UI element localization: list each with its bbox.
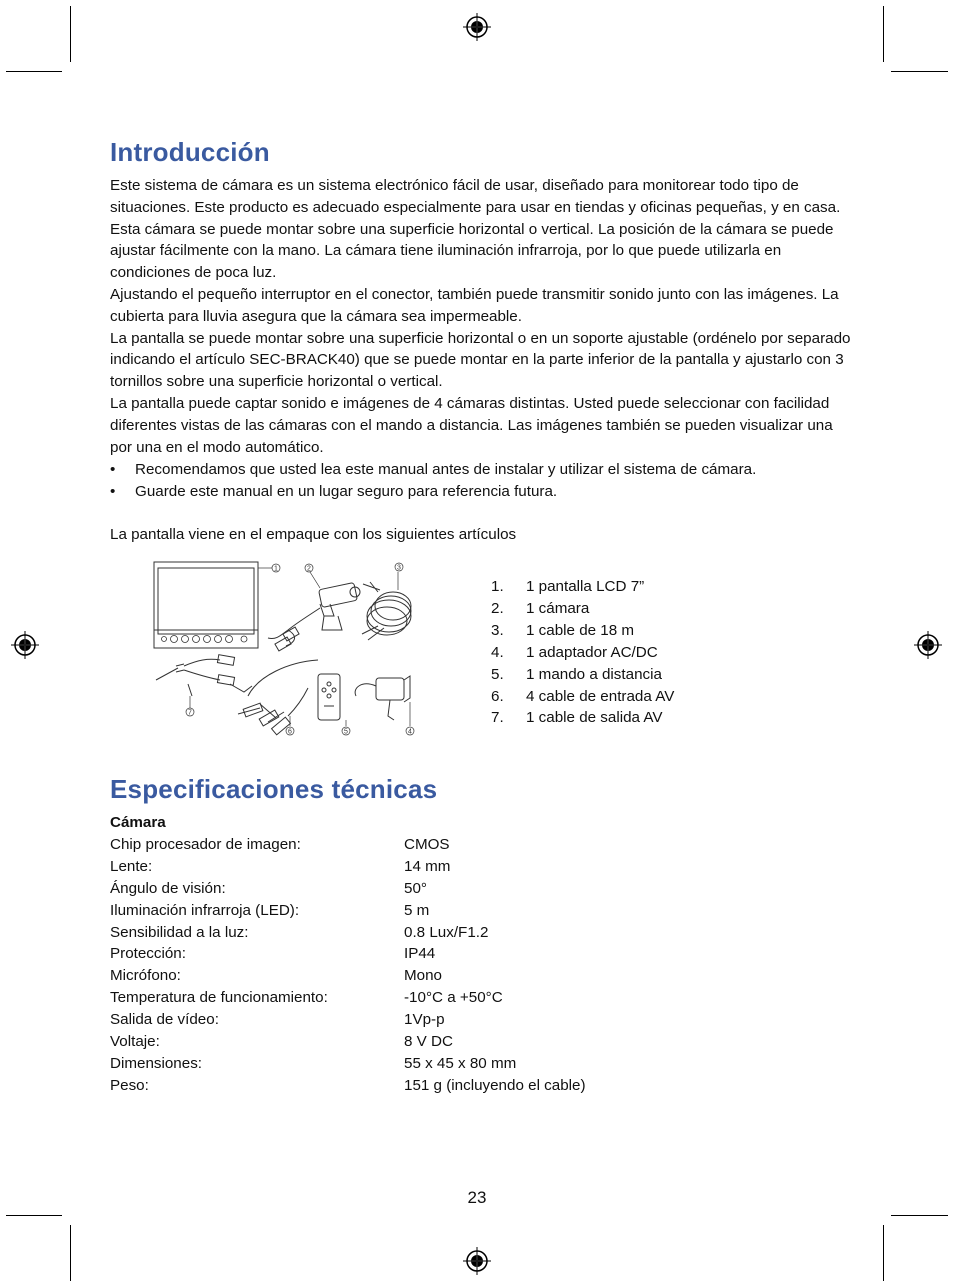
callout-label: 1 [274,565,278,573]
av-input-cable-illustration [230,660,318,735]
item-text: 4 cable de entrada AV [526,687,675,705]
spec-label: Temperatura de funcionamiento: [110,989,328,1007]
list-item [491,576,674,598]
item-number: 6. [491,687,504,705]
crop-mark [883,1225,884,1281]
spec-value: 8 V DC [404,1033,453,1051]
spec-value: 55 x 45 x 80 mm [404,1054,517,1072]
table-row [110,943,586,965]
item-number: 3. [491,621,504,639]
crop-mark [70,1225,71,1281]
package-intro: La pantalla viene en el empaque con los siguientes artículos [110,526,517,543]
spec-label: Micrófono: [110,967,181,985]
callout-label: 5 [344,728,348,736]
intro-body [110,175,855,458]
table-row [110,1075,586,1097]
bullet-text: Recomendamos que usted lea este manual antes de instalar y utilizar el sistema de cámara. [135,461,757,478]
list-item [491,707,674,729]
intro-paragraph: La pantalla puede captar sonido e imágenes de 4 cámaras distintas. Usted puede seleccionar con facilidad diferentes vistas de las cámaras con el mando a distancia. Las imágenes también se pueden visualizar una por una en el modo automático. [110,394,833,456]
spec-label: Salida de vídeo: [110,1011,219,1029]
remote-control-illustration [318,674,340,720]
table-row [110,987,586,1009]
specs-table [110,812,586,1097]
spec-label: Ángulo de visión: [110,879,226,897]
callout-label: 2 [307,565,311,573]
spec-value: 5 m [404,901,430,919]
crop-mark [891,1215,948,1216]
item-text: 1 mando a distancia [526,665,662,683]
spec-value: IP44 [404,945,436,963]
spec-value: 50° [404,879,427,897]
registration-mark-icon [10,630,40,660]
table-row [110,1031,586,1053]
spec-label: Voltaje: [110,1033,160,1051]
spec-label: Dimensiones: [110,1054,203,1072]
callout-label: 4 [408,728,412,736]
crop-mark [6,71,62,72]
spec-value: Mono [404,967,442,985]
specs-group-heading: Cámara [110,814,166,831]
registration-mark-icon [913,630,943,660]
registration-mark-icon [462,1246,492,1276]
spec-label: Protección: [110,945,186,963]
package-contents-figure [148,556,420,740]
registration-mark-icon [462,12,492,42]
table-row [110,856,586,878]
spec-value: 0.8 Lux/F1.2 [404,923,489,941]
table-row [110,922,586,944]
table-row [110,900,586,922]
spec-label: Sensibilidad a la luz: [110,923,249,941]
crop-mark [883,6,884,62]
crop-mark [6,1215,62,1216]
spec-value: 1Vp-p [404,1011,445,1029]
intro-paragraph: Ajustando el pequeño interruptor en el conector, también puede transmitir sonido junto con las imágenes. La cubierta para lluvia asegura que la cámara sea impermeable. [110,285,839,325]
spec-value: 14 mm [404,857,451,875]
lcd-monitor-illustration [154,562,258,648]
ac-adapter-illustration [355,676,410,720]
intro-paragraph: La pantalla se puede montar sobre una superficie horizontal o en un soporte ajustable (ordénelo por separado indicando el artículo SEC-BRACK40) que se puede montar en la parte inferior de la pantalla y ajustarlo con 3 tornillos sobre una superficie horizontal o vertical. [110,329,851,391]
camera-illustration [268,582,360,651]
intro-heading: Introducción [110,137,270,167]
callout-label: 6 [288,728,292,736]
list-item [491,620,674,642]
spec-value: CMOS [404,835,450,853]
list-item [491,598,674,620]
spec-label: Iluminación infrarroja (LED): [110,901,300,919]
av-output-cable-illustration [156,655,235,696]
spec-value: -10°C a +50°C [404,989,503,1007]
cable-coil-illustration [362,582,411,640]
list-item [491,664,674,686]
spec-value: 151 g (incluyendo el cable) [404,1076,586,1094]
list-item [491,642,674,664]
callout-label: 7 [188,709,192,717]
spec-label: Lente: [110,857,153,875]
package-items-list [491,576,674,729]
spec-label: Chip procesador de imagen: [110,835,301,853]
table-row [110,1053,586,1075]
item-text: 1 cámara [526,599,590,617]
spec-label: Peso: [110,1076,149,1094]
table-row [110,1009,586,1031]
list-item: • Guarde este manual en un lugar seguro para referencia futura. [110,482,558,500]
page-number: 23 [467,1188,487,1207]
item-text: 1 adaptador AC/DC [526,643,658,661]
intro-bullet-list [110,459,756,503]
item-number: 7. [491,709,504,727]
item-number: 4. [491,643,504,661]
specs-heading: Especificaciones técnicas [110,774,438,804]
item-text: 1 pantalla LCD 7” [526,578,645,595]
item-text: 1 cable de salida AV [526,709,663,727]
table-row [110,834,586,856]
table-row [110,965,586,987]
crop-mark [70,6,71,62]
item-text: 1 cable de 18 m [526,621,635,639]
intro-paragraph: Este sistema de cámara es un sistema electrónico fácil de usar, diseñado para monitorear todo tipo de situaciones. Este producto es adecuado especialmente para usar en tiendas y oficinas pequeñas, y en casa. Esta cámara se puede montar sobre una superficie horizontal o vertical. La posición de la cámara se puede ajustar fácilmente con la mano. La cámara tiene iluminación infrarroja, por lo que puede utilizarla en condiciones de poca luz. [110,177,841,282]
crop-mark [891,71,948,72]
callout-label: 3 [397,564,401,572]
item-number: 5. [491,665,504,683]
item-number: 2. [491,599,504,617]
list-item [491,686,674,708]
bullet-text: Guarde este manual en un lugar seguro para referencia futura. [135,482,558,500]
item-number: 1. [491,578,504,595]
table-row [110,878,586,900]
list-item: • Recomendamos que usted lea este manual antes de instalar y utilizar el sistema de cámara. [110,461,757,478]
